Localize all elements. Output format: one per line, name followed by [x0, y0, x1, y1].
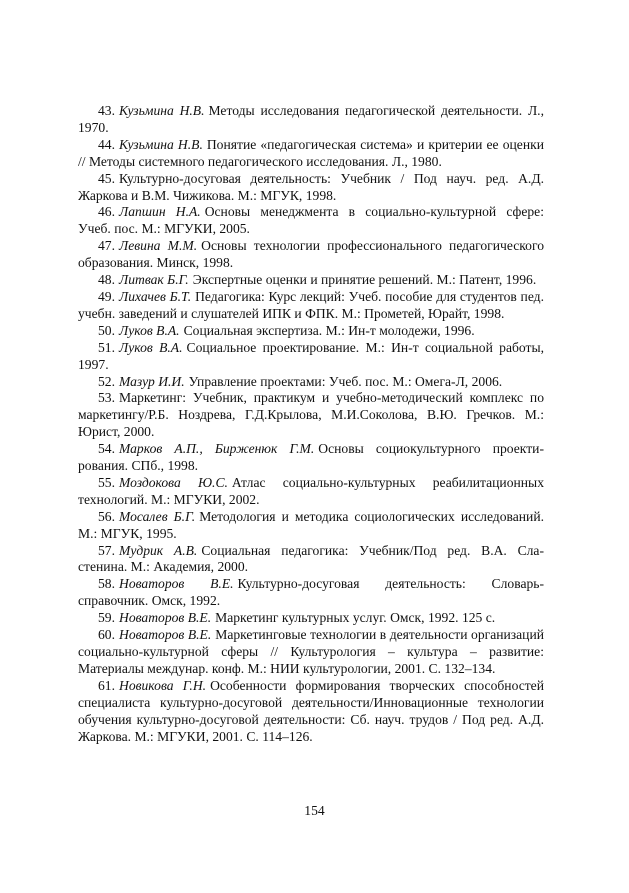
- reference-number: 46.: [98, 204, 115, 220]
- page-number: 154: [304, 803, 325, 818]
- reference-number: 49.: [98, 288, 115, 304]
- reference-item: [78, 610, 544, 627]
- reference-text: Особенности формирования творческих способностей специалиста культурно-досуговой деятельности/Инновационные технологии обучения культурно-досуговой деятельности: Сб. науч. трудов / Под ред. А.Д. Жаркова. М.: МГУКИ, 2001. С. 114–126.: [78, 677, 544, 744]
- reference-author: Кузьмина Н.В.: [119, 103, 205, 118]
- reference-number: 53.: [98, 390, 115, 406]
- reference-author: Левина М.М.: [119, 238, 198, 254]
- reference-author: Новаторов В.Е.: [119, 610, 212, 626]
- reference-author: Моздокова Ю.С.: [119, 474, 228, 490]
- reference-text: Маркетинг культурных услуг. Омск, 1992. 125 с.: [215, 610, 496, 626]
- reference-number: 61.: [98, 677, 115, 693]
- reference-text: Педагогика: Курс лекций: Учеб. пособие для студентов пед. учебн. заведений и слушателей ИПК и ФПК. М.: Прометей, Юрайт, 1998.: [78, 288, 544, 321]
- reference-text: Основы менеджмента в социально-культурной сфере: Учеб. пос. М.: МГУКИ, 2005.: [78, 204, 544, 237]
- reference-author: Литвак Б.Г.: [119, 272, 189, 288]
- reference-number: 45.: [98, 170, 115, 186]
- reference-item: [78, 289, 544, 323]
- reference-item: [78, 441, 544, 475]
- reference-item: [78, 340, 544, 374]
- reference-number: 59.: [98, 610, 115, 626]
- reference-text: Основы социокультурного проектирования. СПб., 1998.: [78, 441, 544, 474]
- reference-text: Культурно-досуговая деятельность: Словарь-справочник. Омск, 1992.: [78, 576, 544, 609]
- reference-author: Кузьмина Н.В.: [119, 136, 203, 152]
- reference-text: Социальное проектирование. М.: Ин-т социальной работы, 1997.: [78, 339, 545, 372]
- reference-text: Культурно-досуговая деятельность: Учебник / Под науч. ред. А.Д. Жаркова и В.М. Чижикова. М.: МГУК, 1998.: [78, 170, 544, 203]
- reference-item: [78, 204, 544, 238]
- reference-text: Маркетинговые технологии в деятельности организаций социально-культурной сферы // Культурология – культура – развитие: Материалы междунар. конф. М.: НИИ культурологии, 2001. С. 132–134.: [78, 627, 545, 676]
- reference-number: 48.: [98, 272, 115, 288]
- reference-author: Луков В.А.: [119, 339, 183, 355]
- reference-number: 57.: [98, 542, 115, 558]
- reference-text: Методы исследования педагогической деятельности. Л., 1970.: [78, 103, 544, 135]
- reference-item: [78, 576, 544, 610]
- reference-text: Методология и методика социологических исследований. М.: МГУК, 1995.: [78, 508, 545, 541]
- reference-item: [78, 238, 544, 272]
- reference-item: [78, 509, 544, 543]
- reference-item: [78, 103, 544, 137]
- reference-item: [78, 627, 544, 678]
- reference-text: Понятие «педагогическая система» и критерии ее оценки // Методы системного педагогического исследования. Л., 1980.: [78, 136, 544, 169]
- reference-text: Маркетинг: Учебник, практикум и учебно-методический комплекс по маркетингу/Р.Б. Ноздрева, Г.Д.Крылова, М.И.Соколова, В.Ю. Гречков. М.: Юрист, 2000.: [78, 390, 544, 440]
- reference-text: Социальная экспертиза. М.: Ин-т молодежи, 1996.: [183, 322, 475, 338]
- reference-item: [78, 272, 544, 289]
- reference-text: Управление проектами: Учеб. пос. М.: Омега-Л, 2006.: [188, 373, 503, 389]
- reference-author: Новаторов В.Е.: [119, 576, 234, 592]
- reference-number: 58.: [98, 576, 115, 592]
- reference-author: Новикова Г.Н.: [119, 677, 207, 693]
- reference-author: Новаторов В.Е.: [119, 627, 212, 643]
- reference-item: [78, 390, 544, 441]
- reference-author: Лихачев Б.Т.: [119, 288, 192, 304]
- reference-item: [78, 543, 544, 577]
- reference-author: Мазур И.И.: [119, 373, 185, 389]
- reference-list: [78, 103, 544, 745]
- reference-number: 55.: [98, 474, 115, 490]
- reference-item: [78, 323, 544, 340]
- reference-number: 44.: [98, 136, 115, 152]
- reference-number: 43.: [98, 103, 115, 118]
- reference-author: Лапшин Н.А.: [119, 204, 201, 220]
- reference-item: [78, 171, 544, 205]
- reference-item: [78, 678, 544, 746]
- reference-text: Социальная педагогика: Учебник/Под ред. В.А. Сластенина. М.: Академия, 2000.: [78, 542, 544, 575]
- reference-item: [78, 475, 544, 509]
- reference-number: 47.: [98, 238, 115, 254]
- reference-author: Луков В.А.: [119, 322, 180, 338]
- reference-number: 56.: [98, 508, 115, 524]
- reference-author: Марков А.П., Бирженюк Г.М.: [119, 441, 315, 457]
- reference-number: 50.: [98, 322, 115, 338]
- reference-number: 51.: [98, 339, 115, 355]
- reference-number: 60.: [98, 627, 115, 643]
- reference-text: Атлас социально-культурных реабилитационных технологий. М.: МГУКИ, 2002.: [78, 474, 544, 507]
- reference-author: Мудрик А.В.: [119, 542, 198, 558]
- reference-author: Мосалев Б.Г.: [119, 508, 196, 524]
- reference-number: 54.: [98, 441, 115, 457]
- reference-number: 52.: [98, 373, 115, 389]
- reference-text: Основы технологии профессионального педагогического образования. Минск, 1998.: [78, 238, 545, 271]
- reference-text: Экспертные оценки и принятие решений. М.: Патент, 1996.: [192, 272, 537, 288]
- reference-item: [78, 374, 544, 391]
- reference-item: [78, 137, 544, 171]
